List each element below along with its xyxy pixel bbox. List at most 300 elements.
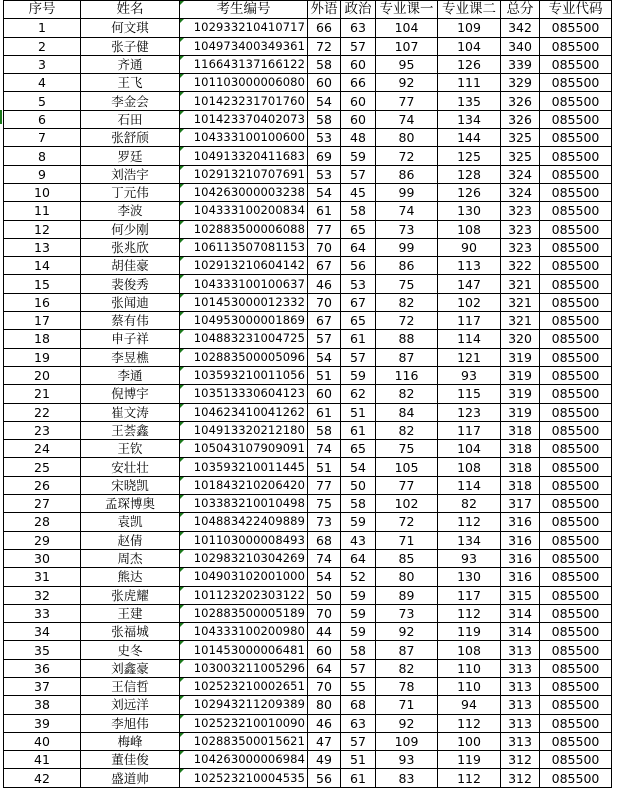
foreign-language-cell[interactable]: 70 — [308, 604, 341, 622]
foreign-language-cell[interactable]: 54 — [308, 92, 341, 110]
candidate-id-cell[interactable]: 103003211005296 — [180, 659, 308, 677]
politics-cell[interactable]: 52 — [341, 568, 376, 586]
seq-cell[interactable]: 28 — [4, 513, 81, 531]
major-code-cell[interactable]: 085500 — [540, 37, 612, 55]
foreign-language-cell[interactable]: 70 — [308, 677, 341, 695]
candidate-id-cell[interactable]: 101843210206420 — [180, 476, 308, 494]
major-course-2-cell[interactable]: 94 — [438, 696, 501, 714]
name-cell[interactable]: 张兆欣 — [81, 238, 180, 256]
major-code-cell[interactable]: 085500 — [540, 440, 612, 458]
candidate-id-cell[interactable]: 102523210004535 — [180, 769, 308, 787]
name-cell[interactable]: 齐通 — [81, 55, 180, 73]
candidate-id-cell[interactable]: 104883231004725 — [180, 330, 308, 348]
foreign-language-cell[interactable]: 46 — [308, 275, 341, 293]
major-course-1-cell[interactable]: 95 — [376, 55, 438, 73]
foreign-language-cell[interactable]: 77 — [308, 476, 341, 494]
name-cell[interactable]: 王飞 — [81, 74, 180, 92]
major-course-1-cell[interactable]: 92 — [376, 74, 438, 92]
name-cell[interactable]: 石田 — [81, 110, 180, 128]
name-cell[interactable]: 李通 — [81, 366, 180, 384]
major-code-cell[interactable]: 085500 — [540, 531, 612, 549]
politics-cell[interactable]: 65 — [341, 440, 376, 458]
seq-cell[interactable]: 26 — [4, 476, 81, 494]
header-seq[interactable]: 序号 — [4, 1, 81, 19]
foreign-language-cell[interactable]: 47 — [308, 732, 341, 750]
seq-cell[interactable]: 17 — [4, 312, 81, 330]
seq-cell[interactable]: 22 — [4, 403, 81, 421]
total-cell[interactable]: 319 — [501, 403, 540, 421]
major-code-cell[interactable]: 085500 — [540, 147, 612, 165]
candidate-id-cell[interactable]: 102933210410717 — [180, 19, 308, 37]
foreign-language-cell[interactable]: 80 — [308, 696, 341, 714]
total-cell[interactable]: 325 — [501, 129, 540, 147]
name-cell[interactable]: 梅峰 — [81, 732, 180, 750]
foreign-language-cell[interactable]: 46 — [308, 714, 341, 732]
major-course-2-cell[interactable]: 130 — [438, 202, 501, 220]
major-course-2-cell[interactable]: 104 — [438, 440, 501, 458]
foreign-language-cell[interactable]: 51 — [308, 366, 341, 384]
candidate-id-cell[interactable]: 104333100200980 — [180, 623, 308, 641]
politics-cell[interactable]: 50 — [341, 476, 376, 494]
foreign-language-cell[interactable]: 58 — [308, 55, 341, 73]
major-course-2-cell[interactable]: 102 — [438, 293, 501, 311]
foreign-language-cell[interactable]: 66 — [308, 19, 341, 37]
name-cell[interactable]: 史冬 — [81, 641, 180, 659]
seq-cell[interactable]: 15 — [4, 275, 81, 293]
total-cell[interactable]: 323 — [501, 220, 540, 238]
total-cell[interactable]: 326 — [501, 110, 540, 128]
total-cell[interactable]: 316 — [501, 549, 540, 567]
candidate-id-cell[interactable]: 104973400349361 — [180, 37, 308, 55]
major-course-2-cell[interactable]: 109 — [438, 19, 501, 37]
politics-cell[interactable]: 58 — [341, 202, 376, 220]
major-course-1-cell[interactable]: 84 — [376, 403, 438, 421]
politics-cell[interactable]: 60 — [341, 55, 376, 73]
seq-cell[interactable]: 5 — [4, 92, 81, 110]
header-politics[interactable]: 政治 — [341, 1, 376, 19]
name-cell[interactable]: 罗廷 — [81, 147, 180, 165]
politics-cell[interactable]: 55 — [341, 677, 376, 695]
major-code-cell[interactable]: 085500 — [540, 421, 612, 439]
politics-cell[interactable]: 65 — [341, 312, 376, 330]
candidate-id-cell[interactable]: 101103000006080 — [180, 74, 308, 92]
total-cell[interactable]: 317 — [501, 495, 540, 513]
major-code-cell[interactable]: 085500 — [540, 55, 612, 73]
header-total[interactable]: 总分 — [501, 1, 540, 19]
politics-cell[interactable]: 54 — [341, 458, 376, 476]
major-course-1-cell[interactable]: 72 — [376, 312, 438, 330]
foreign-language-cell[interactable]: 70 — [308, 238, 341, 256]
foreign-language-cell[interactable]: 75 — [308, 495, 341, 513]
candidate-id-cell[interactable]: 101123202303122 — [180, 586, 308, 604]
politics-cell[interactable]: 61 — [341, 769, 376, 787]
name-cell[interactable]: 王信哲 — [81, 677, 180, 695]
major-course-2-cell[interactable]: 119 — [438, 751, 501, 769]
major-course-2-cell[interactable]: 121 — [438, 348, 501, 366]
major-course-2-cell[interactable]: 93 — [438, 366, 501, 384]
total-cell[interactable]: 314 — [501, 604, 540, 622]
total-cell[interactable]: 319 — [501, 366, 540, 384]
major-course-1-cell[interactable]: 89 — [376, 586, 438, 604]
candidate-id-cell[interactable]: 103593210011445 — [180, 458, 308, 476]
major-course-2-cell[interactable]: 147 — [438, 275, 501, 293]
seq-cell[interactable]: 23 — [4, 421, 81, 439]
name-cell[interactable]: 盛道帅 — [81, 769, 180, 787]
total-cell[interactable]: 316 — [501, 568, 540, 586]
name-cell[interactable]: 李旭伟 — [81, 714, 180, 732]
major-course-2-cell[interactable]: 100 — [438, 732, 501, 750]
major-code-cell[interactable]: 085500 — [540, 714, 612, 732]
major-code-cell[interactable]: 085500 — [540, 330, 612, 348]
candidate-id-cell[interactable]: 103513330604123 — [180, 385, 308, 403]
major-course-2-cell[interactable]: 128 — [438, 165, 501, 183]
header-major-code[interactable]: 专业代码 — [540, 1, 612, 19]
foreign-language-cell[interactable]: 53 — [308, 129, 341, 147]
seq-cell[interactable]: 19 — [4, 348, 81, 366]
name-cell[interactable]: 宋晓凯 — [81, 476, 180, 494]
candidate-id-cell[interactable]: 104333100200834 — [180, 202, 308, 220]
seq-cell[interactable]: 31 — [4, 568, 81, 586]
total-cell[interactable]: 318 — [501, 421, 540, 439]
major-code-cell[interactable]: 085500 — [540, 476, 612, 494]
major-code-cell[interactable]: 085500 — [540, 769, 612, 787]
major-course-1-cell[interactable]: 86 — [376, 257, 438, 275]
seq-cell[interactable]: 42 — [4, 769, 81, 787]
politics-cell[interactable]: 45 — [341, 183, 376, 201]
major-course-1-cell[interactable]: 80 — [376, 568, 438, 586]
candidate-id-cell[interactable]: 104883422409889 — [180, 513, 308, 531]
politics-cell[interactable]: 59 — [341, 147, 376, 165]
politics-cell[interactable]: 60 — [341, 92, 376, 110]
foreign-language-cell[interactable]: 67 — [308, 257, 341, 275]
total-cell[interactable]: 325 — [501, 147, 540, 165]
seq-cell[interactable]: 25 — [4, 458, 81, 476]
name-cell[interactable]: 申子祥 — [81, 330, 180, 348]
foreign-language-cell[interactable]: 70 — [308, 293, 341, 311]
name-cell[interactable]: 何文琪 — [81, 19, 180, 37]
name-cell[interactable]: 何少刚 — [81, 220, 180, 238]
seq-cell[interactable]: 36 — [4, 659, 81, 677]
major-course-1-cell[interactable]: 74 — [376, 110, 438, 128]
name-cell[interactable]: 李金会 — [81, 92, 180, 110]
major-course-1-cell[interactable]: 77 — [376, 476, 438, 494]
foreign-language-cell[interactable]: 49 — [308, 751, 341, 769]
header-candidate-id[interactable]: 考生编号 — [180, 1, 308, 19]
name-cell[interactable]: 袁凯 — [81, 513, 180, 531]
total-cell[interactable]: 321 — [501, 312, 540, 330]
major-course-2-cell[interactable]: 112 — [438, 513, 501, 531]
foreign-language-cell[interactable]: 77 — [308, 220, 341, 238]
seq-cell[interactable]: 21 — [4, 385, 81, 403]
major-course-2-cell[interactable]: 108 — [438, 641, 501, 659]
foreign-language-cell[interactable]: 60 — [308, 641, 341, 659]
seq-cell[interactable]: 39 — [4, 714, 81, 732]
seq-cell[interactable]: 11 — [4, 202, 81, 220]
politics-cell[interactable]: 64 — [341, 238, 376, 256]
major-code-cell[interactable]: 085500 — [540, 238, 612, 256]
foreign-language-cell[interactable]: 61 — [308, 403, 341, 421]
major-code-cell[interactable]: 085500 — [540, 19, 612, 37]
total-cell[interactable]: 319 — [501, 385, 540, 403]
major-course-1-cell[interactable]: 116 — [376, 366, 438, 384]
major-course-2-cell[interactable]: 134 — [438, 531, 501, 549]
politics-cell[interactable]: 64 — [341, 549, 376, 567]
foreign-language-cell[interactable]: 61 — [308, 202, 341, 220]
politics-cell[interactable]: 61 — [341, 330, 376, 348]
name-cell[interactable]: 王钦 — [81, 440, 180, 458]
candidate-id-cell[interactable]: 102883500005096 — [180, 348, 308, 366]
major-course-1-cell[interactable]: 75 — [376, 440, 438, 458]
major-course-1-cell[interactable]: 99 — [376, 183, 438, 201]
seq-cell[interactable]: 18 — [4, 330, 81, 348]
major-code-cell[interactable]: 085500 — [540, 641, 612, 659]
seq-cell[interactable]: 35 — [4, 641, 81, 659]
name-cell[interactable]: 裴俊秀 — [81, 275, 180, 293]
total-cell[interactable]: 312 — [501, 751, 540, 769]
candidate-id-cell[interactable]: 104333100100600 — [180, 129, 308, 147]
name-cell[interactable]: 王荟鑫 — [81, 421, 180, 439]
name-cell[interactable]: 张福城 — [81, 623, 180, 641]
candidate-id-cell[interactable]: 102883500005189 — [180, 604, 308, 622]
foreign-language-cell[interactable]: 64 — [308, 659, 341, 677]
major-code-cell[interactable]: 085500 — [540, 129, 612, 147]
major-code-cell[interactable]: 085500 — [540, 348, 612, 366]
politics-cell[interactable]: 60 — [341, 110, 376, 128]
seq-cell[interactable]: 33 — [4, 604, 81, 622]
politics-cell[interactable]: 67 — [341, 293, 376, 311]
foreign-language-cell[interactable]: 54 — [308, 183, 341, 201]
major-code-cell[interactable]: 085500 — [540, 623, 612, 641]
total-cell[interactable]: 313 — [501, 696, 540, 714]
major-code-cell[interactable]: 085500 — [540, 366, 612, 384]
major-course-2-cell[interactable]: 115 — [438, 385, 501, 403]
major-course-2-cell[interactable]: 112 — [438, 769, 501, 787]
name-cell[interactable]: 熊达 — [81, 568, 180, 586]
candidate-id-cell[interactable]: 101453000012332 — [180, 293, 308, 311]
major-code-cell[interactable]: 085500 — [540, 568, 612, 586]
major-course-2-cell[interactable]: 135 — [438, 92, 501, 110]
name-cell[interactable]: 刘鑫豪 — [81, 659, 180, 677]
major-course-1-cell[interactable]: 99 — [376, 238, 438, 256]
name-cell[interactable]: 孟琛博奥 — [81, 495, 180, 513]
major-course-1-cell[interactable]: 82 — [376, 385, 438, 403]
major-course-1-cell[interactable]: 71 — [376, 696, 438, 714]
seq-cell[interactable]: 12 — [4, 220, 81, 238]
major-course-2-cell[interactable]: 130 — [438, 568, 501, 586]
seq-cell[interactable]: 24 — [4, 440, 81, 458]
foreign-language-cell[interactable]: 74 — [308, 549, 341, 567]
foreign-language-cell[interactable]: 58 — [308, 110, 341, 128]
seq-cell[interactable]: 14 — [4, 257, 81, 275]
politics-cell[interactable]: 63 — [341, 19, 376, 37]
major-course-2-cell[interactable]: 111 — [438, 74, 501, 92]
name-cell[interactable]: 蔡有伟 — [81, 312, 180, 330]
major-course-2-cell[interactable]: 113 — [438, 257, 501, 275]
major-course-1-cell[interactable]: 105 — [376, 458, 438, 476]
major-course-2-cell[interactable]: 114 — [438, 476, 501, 494]
name-cell[interactable]: 赵倩 — [81, 531, 180, 549]
total-cell[interactable]: 314 — [501, 623, 540, 641]
politics-cell[interactable]: 53 — [341, 275, 376, 293]
name-cell[interactable]: 刘浩宇 — [81, 165, 180, 183]
politics-cell[interactable]: 63 — [341, 714, 376, 732]
seq-cell[interactable]: 34 — [4, 623, 81, 641]
politics-cell[interactable]: 59 — [341, 604, 376, 622]
foreign-language-cell[interactable]: 54 — [308, 348, 341, 366]
major-code-cell[interactable]: 085500 — [540, 604, 612, 622]
major-course-1-cell[interactable]: 74 — [376, 202, 438, 220]
seq-cell[interactable]: 32 — [4, 586, 81, 604]
politics-cell[interactable]: 51 — [341, 403, 376, 421]
foreign-language-cell[interactable]: 57 — [308, 330, 341, 348]
major-course-1-cell[interactable]: 71 — [376, 531, 438, 549]
major-code-cell[interactable]: 085500 — [540, 385, 612, 403]
foreign-language-cell[interactable]: 60 — [308, 74, 341, 92]
major-course-1-cell[interactable]: 102 — [376, 495, 438, 513]
politics-cell[interactable]: 57 — [341, 165, 376, 183]
candidate-id-cell[interactable]: 102983210304269 — [180, 549, 308, 567]
candidate-id-cell[interactable]: 104263000006984 — [180, 751, 308, 769]
major-course-1-cell[interactable]: 88 — [376, 330, 438, 348]
politics-cell[interactable]: 59 — [341, 366, 376, 384]
politics-cell[interactable]: 43 — [341, 531, 376, 549]
total-cell[interactable]: 321 — [501, 275, 540, 293]
total-cell[interactable]: 340 — [501, 37, 540, 55]
major-code-cell[interactable]: 085500 — [540, 312, 612, 330]
major-course-1-cell[interactable]: 82 — [376, 293, 438, 311]
candidate-id-cell[interactable]: 104263000003238 — [180, 183, 308, 201]
major-code-cell[interactable]: 085500 — [540, 495, 612, 513]
total-cell[interactable]: 315 — [501, 586, 540, 604]
candidate-id-cell[interactable]: 105043107909091 — [180, 440, 308, 458]
seq-cell[interactable]: 8 — [4, 147, 81, 165]
major-code-cell[interactable]: 085500 — [540, 220, 612, 238]
name-cell[interactable]: 安壮壮 — [81, 458, 180, 476]
seq-cell[interactable]: 1 — [4, 19, 81, 37]
major-course-1-cell[interactable]: 75 — [376, 275, 438, 293]
total-cell[interactable]: 313 — [501, 714, 540, 732]
candidate-id-cell[interactable]: 102913210707691 — [180, 165, 308, 183]
major-code-cell[interactable]: 085500 — [540, 732, 612, 750]
candidate-id-cell[interactable]: 104333100100637 — [180, 275, 308, 293]
major-code-cell[interactable]: 085500 — [540, 696, 612, 714]
seq-cell[interactable]: 38 — [4, 696, 81, 714]
header-name[interactable]: 姓名 — [81, 1, 180, 19]
candidate-id-cell[interactable]: 104903102001000 — [180, 568, 308, 586]
foreign-language-cell[interactable]: 54 — [308, 568, 341, 586]
seq-cell[interactable]: 6 — [4, 110, 81, 128]
major-course-1-cell[interactable]: 107 — [376, 37, 438, 55]
candidate-id-cell[interactable]: 106113507081153 — [180, 238, 308, 256]
header-major-course-2[interactable]: 专业课二 — [438, 1, 501, 19]
major-course-1-cell[interactable]: 104 — [376, 19, 438, 37]
candidate-id-cell[interactable]: 102883500006088 — [180, 220, 308, 238]
politics-cell[interactable]: 62 — [341, 385, 376, 403]
politics-cell[interactable]: 57 — [341, 659, 376, 677]
total-cell[interactable]: 313 — [501, 641, 540, 659]
major-course-1-cell[interactable]: 72 — [376, 513, 438, 531]
major-course-1-cell[interactable]: 80 — [376, 129, 438, 147]
total-cell[interactable]: 339 — [501, 55, 540, 73]
seq-cell[interactable]: 7 — [4, 129, 81, 147]
name-cell[interactable]: 丁元伟 — [81, 183, 180, 201]
politics-cell[interactable]: 59 — [341, 586, 376, 604]
total-cell[interactable]: 342 — [501, 19, 540, 37]
major-course-2-cell[interactable]: 134 — [438, 110, 501, 128]
seq-cell[interactable]: 29 — [4, 531, 81, 549]
name-cell[interactable]: 崔文涛 — [81, 403, 180, 421]
candidate-id-cell[interactable]: 102523210002651 — [180, 677, 308, 695]
major-course-2-cell[interactable]: 123 — [438, 403, 501, 421]
major-course-2-cell[interactable]: 104 — [438, 37, 501, 55]
seq-cell[interactable]: 37 — [4, 677, 81, 695]
foreign-language-cell[interactable]: 51 — [308, 458, 341, 476]
major-course-2-cell[interactable]: 117 — [438, 586, 501, 604]
foreign-language-cell[interactable]: 73 — [308, 513, 341, 531]
major-code-cell[interactable]: 085500 — [540, 458, 612, 476]
seq-cell[interactable]: 41 — [4, 751, 81, 769]
major-code-cell[interactable]: 085500 — [540, 275, 612, 293]
major-course-2-cell[interactable]: 119 — [438, 623, 501, 641]
major-course-2-cell[interactable]: 117 — [438, 421, 501, 439]
total-cell[interactable]: 318 — [501, 476, 540, 494]
foreign-language-cell[interactable]: 72 — [308, 37, 341, 55]
major-course-1-cell[interactable]: 73 — [376, 220, 438, 238]
major-course-2-cell[interactable]: 125 — [438, 147, 501, 165]
total-cell[interactable]: 319 — [501, 348, 540, 366]
name-cell[interactable]: 倪博宇 — [81, 385, 180, 403]
candidate-id-cell[interactable]: 102913210604142 — [180, 257, 308, 275]
major-code-cell[interactable]: 085500 — [540, 202, 612, 220]
major-course-1-cell[interactable]: 92 — [376, 623, 438, 641]
candidate-id-cell[interactable]: 104623410041262 — [180, 403, 308, 421]
major-course-1-cell[interactable]: 109 — [376, 732, 438, 750]
total-cell[interactable]: 313 — [501, 732, 540, 750]
foreign-language-cell[interactable]: 56 — [308, 769, 341, 787]
candidate-id-cell[interactable]: 104953000001869 — [180, 312, 308, 330]
major-code-cell[interactable]: 085500 — [540, 513, 612, 531]
major-course-1-cell[interactable]: 85 — [376, 549, 438, 567]
total-cell[interactable]: 323 — [501, 238, 540, 256]
politics-cell[interactable]: 57 — [341, 348, 376, 366]
politics-cell[interactable]: 59 — [341, 623, 376, 641]
foreign-language-cell[interactable]: 44 — [308, 623, 341, 641]
name-cell[interactable]: 张子健 — [81, 37, 180, 55]
candidate-id-cell[interactable]: 102883500015621 — [180, 732, 308, 750]
politics-cell[interactable]: 66 — [341, 74, 376, 92]
major-course-1-cell[interactable]: 72 — [376, 147, 438, 165]
candidate-id-cell[interactable]: 102943211209389 — [180, 696, 308, 714]
major-code-cell[interactable]: 085500 — [540, 586, 612, 604]
total-cell[interactable]: 313 — [501, 659, 540, 677]
politics-cell[interactable]: 61 — [341, 421, 376, 439]
major-course-2-cell[interactable]: 126 — [438, 183, 501, 201]
total-cell[interactable]: 318 — [501, 440, 540, 458]
seq-cell[interactable]: 16 — [4, 293, 81, 311]
major-code-cell[interactable]: 085500 — [540, 403, 612, 421]
major-course-1-cell[interactable]: 77 — [376, 92, 438, 110]
foreign-language-cell[interactable]: 69 — [308, 147, 341, 165]
major-code-cell[interactable]: 085500 — [540, 257, 612, 275]
major-code-cell[interactable]: 085500 — [540, 110, 612, 128]
seq-cell[interactable]: 2 — [4, 37, 81, 55]
major-course-2-cell[interactable]: 108 — [438, 220, 501, 238]
total-cell[interactable]: 322 — [501, 257, 540, 275]
major-course-1-cell[interactable]: 87 — [376, 641, 438, 659]
total-cell[interactable]: 324 — [501, 183, 540, 201]
major-course-1-cell[interactable]: 83 — [376, 769, 438, 787]
politics-cell[interactable]: 51 — [341, 751, 376, 769]
